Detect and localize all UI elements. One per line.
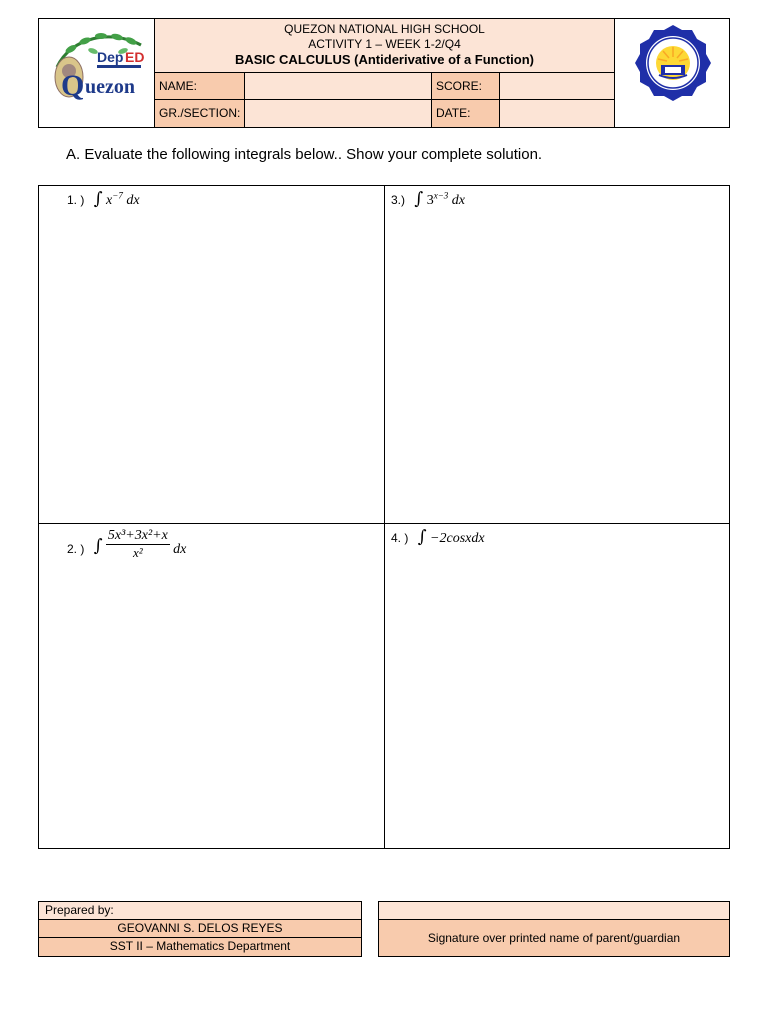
signature-blank-line[interactable] bbox=[379, 902, 729, 920]
grid-vertical-divider bbox=[384, 186, 385, 848]
problem-4-number: 4. ) bbox=[391, 531, 409, 545]
integral-sign-icon: ∫ bbox=[414, 189, 424, 209]
svg-text:Dep: Dep bbox=[97, 49, 124, 65]
problem-4[interactable] bbox=[391, 527, 485, 547]
deped-logo-cell bbox=[39, 19, 155, 127]
problem-3[interactable] bbox=[391, 189, 465, 209]
school-name: QUEZON NATIONAL HIGH SCHOOL bbox=[284, 22, 485, 36]
integral-sign-icon: ∫ bbox=[93, 536, 103, 556]
problem-3-base: 3 bbox=[426, 193, 434, 208]
integral-sign-icon: ∫ bbox=[417, 527, 427, 547]
prepared-by-box bbox=[38, 901, 362, 957]
section-label: GR./SECTION: bbox=[155, 100, 245, 127]
problem-1[interactable] bbox=[67, 189, 140, 209]
preparer-name: GEOVANNI S. DELOS REYES bbox=[39, 920, 361, 938]
integral-sign-icon: ∫ bbox=[93, 189, 103, 209]
date-label: DATE: bbox=[432, 100, 500, 127]
grid-horizontal-divider bbox=[39, 523, 729, 524]
prepared-by-label: Prepared by: bbox=[39, 902, 361, 920]
preparer-position: SST II – Mathematics Department bbox=[39, 938, 361, 956]
school-seal-cell bbox=[615, 19, 729, 127]
problem-2-fraction bbox=[106, 528, 170, 561]
problem-2-numerator: 5x³+3x²+x bbox=[107, 528, 168, 543]
svg-text:uezon: uezon bbox=[85, 76, 135, 98]
score-field[interactable] bbox=[500, 73, 615, 100]
svg-text:ED: ED bbox=[125, 49, 145, 65]
header-table bbox=[38, 18, 730, 128]
problem-1-base: x bbox=[106, 193, 113, 208]
score-label: SCORE: bbox=[432, 73, 500, 100]
school-title-block bbox=[155, 19, 615, 73]
problem-grid bbox=[38, 185, 730, 849]
problem-2-differential: dx bbox=[173, 542, 187, 557]
signature-label: Signature over printed name of parent/guardian bbox=[379, 920, 729, 956]
deped-quezon-logo bbox=[51, 27, 147, 115]
problem-4-expression: −2cosxdx bbox=[430, 531, 485, 546]
problem-2-number: 2. ) bbox=[67, 542, 85, 556]
problem-2-denominator: x² bbox=[133, 545, 143, 560]
section-field[interactable] bbox=[245, 100, 432, 127]
signature-box bbox=[378, 901, 730, 957]
problem-3-exponent: x−3 bbox=[433, 190, 449, 201]
svg-text:Q: Q bbox=[61, 69, 85, 102]
instruction-text: A. Evaluate the following integrals below.. Show your complete solution. bbox=[66, 146, 543, 163]
date-field[interactable] bbox=[500, 100, 615, 127]
school-seal-logo bbox=[615, 19, 729, 127]
problem-3-differential: dx bbox=[451, 193, 466, 208]
problem-2[interactable] bbox=[67, 528, 186, 561]
problem-3-number: 3.) bbox=[391, 193, 406, 207]
problem-1-exponent: −7 bbox=[112, 190, 123, 201]
problem-1-differential: dx bbox=[126, 193, 140, 208]
subject-title: BASIC CALCULUS (Antiderivative of a Function) bbox=[234, 52, 534, 67]
problem-1-number: 1. ) bbox=[67, 193, 85, 207]
name-field[interactable] bbox=[245, 73, 432, 100]
name-label: NAME: bbox=[155, 73, 245, 100]
activity-label: ACTIVITY 1 – WEEK 1-2/Q4 bbox=[308, 37, 461, 51]
